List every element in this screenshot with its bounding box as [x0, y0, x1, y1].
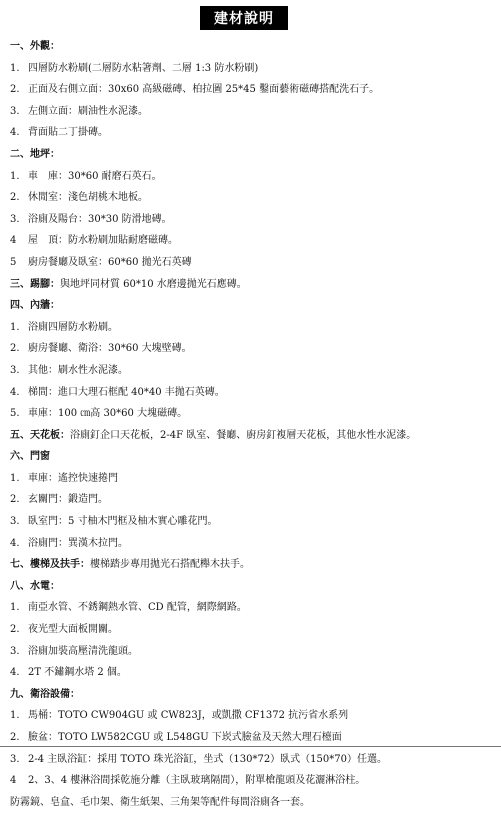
spec-list: [10, 36, 496, 813]
list-item-number: 4.: [10, 667, 20, 679]
list-item-text: 梯間：進口大理石框配 40*40 丰拋石英磚。: [28, 386, 225, 398]
section-heading: [10, 274, 496, 296]
list-item-text: 車 庫：30*60 耐磨石英石。: [28, 170, 162, 182]
list-item-text: 車庫：遙控快速捲門: [28, 472, 118, 484]
list-item: [10, 101, 496, 123]
list-item: [10, 187, 496, 209]
list-item-number: 2.: [10, 84, 20, 96]
list-item-text: 2、3、4 樓淋浴間採乾施分離（主臥玻璃隔間），附單槍龍頭及花灑淋浴柱。: [28, 775, 366, 787]
section-heading: [10, 554, 496, 576]
list-item-text: 馬桶：TOTO CW904GU 或 CW823J，或凱撒 CF1372 抗污省水系列: [28, 710, 349, 722]
list-item-number: 1.: [10, 710, 20, 722]
list-item-number: 2.: [10, 624, 20, 636]
list-item-text: 左側立面：刷油性水泥漆。: [28, 105, 148, 117]
list-item: [10, 382, 496, 404]
list-item: [10, 122, 496, 144]
list-item-text: 夜光型大面板開關。: [28, 624, 118, 636]
list-item: [10, 533, 496, 555]
list-item-number: 3.: [10, 645, 20, 657]
list-item-text: 四層防水粉刷(二層防水粘箸劑、二層 1:3 防水粉刷): [28, 62, 259, 74]
list-item-text: 其他：刷水性水泥漆。: [28, 364, 128, 376]
list-item: [10, 230, 496, 252]
section-heading: [10, 36, 496, 58]
section-heading-label: 五、天花板：: [10, 429, 70, 441]
list-item-number: 5.: [10, 408, 20, 420]
section-heading: [10, 446, 496, 468]
list-item-text: 屋 頂：防水粉刷加貼耐磨磁磚。: [28, 235, 178, 247]
section-heading: [10, 576, 496, 598]
list-item-number: 5: [10, 256, 17, 268]
list-item-number: 2.: [10, 494, 20, 506]
section-heading-label: 一、外觀：: [10, 41, 60, 52]
list-item-number: 3.: [10, 753, 20, 765]
list-item-text: 廚房餐廳、衛浴：30*60 大塊壁磚。: [28, 343, 192, 355]
list-item-text: 浴廁加裝高壓清洗龍頭。: [28, 645, 138, 657]
list-item: [10, 489, 496, 511]
list-item: [10, 662, 496, 684]
section-heading-label: 七、樓梯及扶手：: [10, 559, 90, 571]
section-heading-label: 三、踢腳：: [10, 278, 60, 290]
bottom-divider: [0, 746, 501, 747]
section-heading-label: 九、衛浴設備：: [10, 688, 80, 700]
list-item-text: 南亞水管、不銹鋼熱水管、CD 配管，網際網路。: [28, 602, 247, 614]
list-item-text: 浴廁門：巽漢木拉門。: [28, 537, 128, 549]
section-inline-text: 與地坪同材質 60*10 水磨邊拋光石應磚。: [60, 278, 247, 290]
list-item-text: 背面貼二丁掛磚。: [28, 127, 108, 139]
list-item-text: 休閒室：淺色胡桃木地板。: [28, 192, 148, 204]
section-heading-label: 四、內牆：: [10, 300, 60, 312]
section-inline-text: 浴廁釘企口天花板，2-4F 臥室、餐廳、廚房釘複層天花板，其他水性水泥漆。: [70, 429, 417, 441]
list-item-number: 1.: [10, 602, 20, 614]
list-item-text: 廚房餐廳及臥室：60*60 拋光石英磚: [28, 256, 192, 268]
list-item-number: 4.: [10, 386, 20, 398]
section-heading: [10, 684, 496, 706]
list-item-number: 3.: [10, 364, 20, 376]
list-item-number: 1.: [10, 472, 20, 484]
section-heading-label: 六、門窗: [10, 451, 50, 463]
list-item: [10, 403, 496, 425]
section-heading-label: 二、地坪：: [10, 148, 60, 160]
list-item-number: 4.: [10, 127, 20, 139]
list-item-number: 1.: [10, 321, 20, 333]
list-item-text: 浴廁四層防水粉刷。: [28, 321, 118, 333]
list-item-number: 4: [10, 775, 17, 787]
section-heading: [10, 425, 496, 447]
list-item: [10, 770, 496, 792]
list-item-number: 3.: [10, 516, 20, 528]
list-item-number: 2.: [10, 343, 20, 355]
list-item-text: 浴廁及陽台：30*30 防滑地磚。: [28, 213, 172, 225]
section-heading-label: 八、水電：: [10, 580, 60, 592]
list-item-number: 2.: [10, 192, 20, 204]
list-item: [10, 209, 496, 231]
list-item-number: 4: [10, 235, 17, 247]
list-item-text: 2-4 主臥浴缸：採用 TOTO 珠光浴缸，坐式（130*72）臥式（150*70）任選。: [28, 753, 387, 765]
list-item: [10, 749, 496, 771]
list-item-number: 2.: [10, 732, 20, 743]
section-tail-text: 防霧鏡、皂盒、毛巾架、衛生紙架、三角架等配件每間浴廁各一套。: [10, 796, 310, 808]
list-item-number: 3.: [10, 105, 20, 117]
list-item: [10, 338, 496, 360]
list-item-number: 1.: [10, 170, 20, 182]
list-item: [10, 58, 496, 80]
list-item-number: 4.: [10, 537, 20, 549]
list-item-text: 正面及右側立面：30x60 高級磁磚、柏拉圖 25*45 鑿面藝術磁磚搭配洗石子。: [28, 84, 380, 96]
list-item-text: 車庫：100 ㎝高 30*60 大塊磁磚。: [28, 408, 188, 420]
list-item-number: 1.: [10, 62, 20, 74]
list-item: [10, 252, 496, 274]
section-heading: [10, 144, 496, 166]
section-heading: [10, 295, 496, 317]
list-item: [10, 468, 496, 490]
list-item-text: 玄關門：鍛造門。: [28, 494, 108, 506]
document-title: 建材說明: [200, 6, 288, 30]
list-item: [10, 597, 496, 619]
list-item-text: 臉盆：TOTO LW582CGU 或 L548GU 下崁式臉盆及天然大理石檯面: [28, 732, 342, 743]
list-item-number: 3.: [10, 213, 20, 225]
list-item: [10, 619, 496, 641]
section-inline-text: 樓梯踏步專用拋光石搭配櫸木扶手。: [90, 559, 250, 571]
list-item-text: 2T 不鏽鋼水塔 2 個。: [28, 667, 127, 679]
list-item: [10, 360, 496, 382]
list-item: [10, 705, 496, 727]
list-item: [10, 511, 496, 533]
list-item: [10, 317, 496, 339]
list-item: [10, 79, 496, 101]
list-item: [10, 166, 496, 188]
list-item: [10, 641, 496, 663]
list-item-text: 臥室門：5 寸柚木門框及柚木實心雕花門。: [28, 516, 218, 528]
